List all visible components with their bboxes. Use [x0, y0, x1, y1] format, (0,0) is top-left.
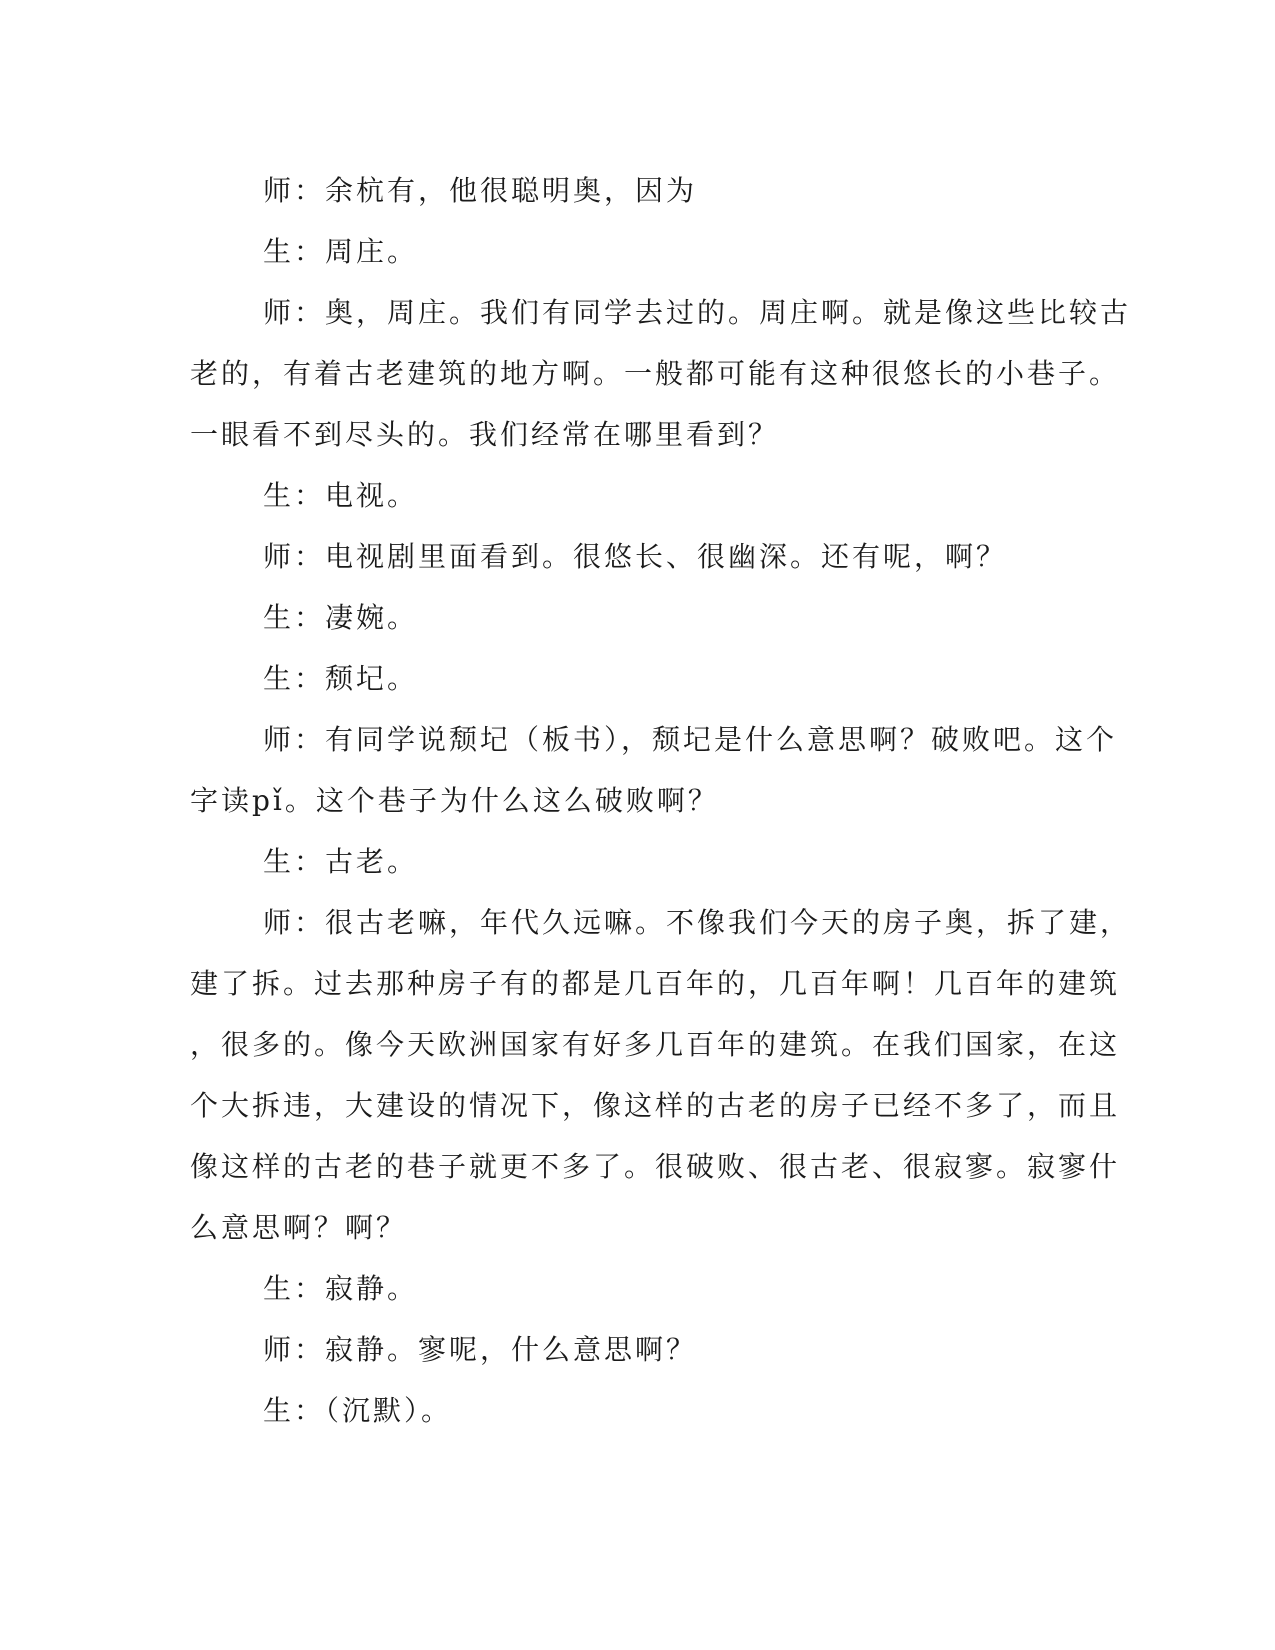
- text-line: 师：电视剧里面看到。很悠长、很幽深。还有呢，啊？: [263, 540, 1008, 573]
- text-line: 生：古老。: [263, 845, 419, 878]
- text-line: 生：（沉默）。: [263, 1394, 453, 1427]
- text-line: 么意思啊？啊？: [190, 1211, 408, 1244]
- text-line: 生：电视。: [263, 479, 419, 512]
- text-line: 师：寂静。寥呢，什么意思啊？: [263, 1333, 698, 1366]
- text-line: 生：周庄。: [263, 235, 419, 268]
- text-line: ，很多的。像今天欧洲国家有好多几百年的建筑。在我们国家，在这: [190, 1028, 1121, 1061]
- text-line: 师：有同学说颓圮（板书），颓圮是什么意思啊？破败吧。这个: [263, 723, 1118, 756]
- document-body: [190, 160, 1132, 1441]
- text-line: 个大拆违，大建设的情况下，像这样的古老的房子已经不多了，而且: [190, 1089, 1121, 1122]
- text-line: 生：凄婉。: [263, 601, 419, 634]
- text-line: 师：余杭有，他很聪明奥，因为: [263, 174, 698, 207]
- text-line: 生：寂静。: [263, 1272, 419, 1305]
- text-line: 建了拆。过去那种房子有的都是几百年的，几百年啊！几百年的建筑: [190, 967, 1121, 1000]
- text-line: 字读pǐ。这个巷子为什么这么破败啊？: [190, 784, 719, 817]
- text-line: 像这样的古老的巷子就更不多了。很破败、很古老、很寂寥。寂寥什: [190, 1150, 1121, 1183]
- text-line: 生：颓圮。: [263, 662, 419, 695]
- text-line: 师：奥，周庄。我们有同学去过的。周庄啊。就是像这些比较古: [263, 296, 1132, 329]
- text-line: 一眼看不到尽头的。我们经常在哪里看到？: [190, 418, 780, 451]
- text-line: 老的，有着古老建筑的地方啊。一般都可能有这种很悠长的小巷子。: [190, 357, 1121, 390]
- text-line: 师：很古老嘛，年代久远嘛。不像我们今天的房子奥，拆了建，: [263, 906, 1132, 939]
